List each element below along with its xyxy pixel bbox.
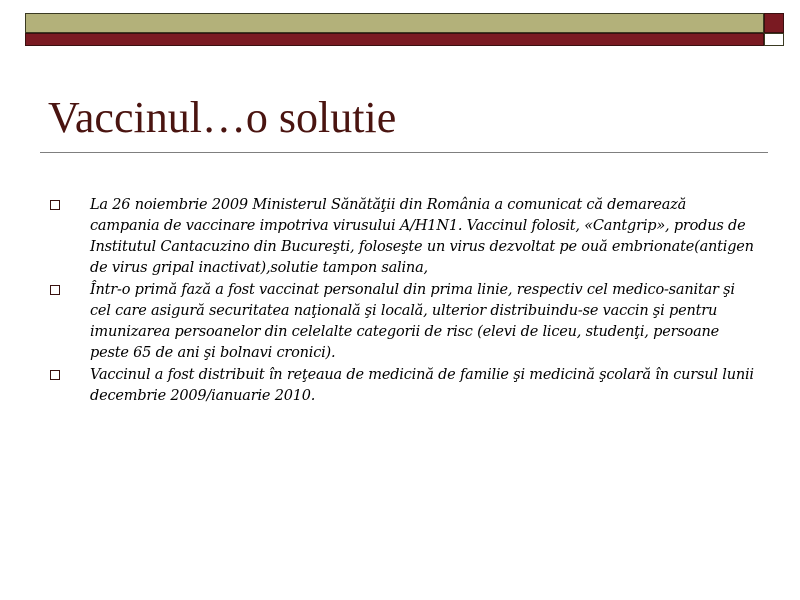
bullet-text: La 26 noiembrie 2009 Ministerul Sănătăţii din România a comunicat că demarează campania de vaccinare impotriva virusului A/H1N1. Vaccinul folosit, «Cantgrip», produs de Institutul Cantacuzino din Bucureşti, foloseşte un virus dezvoltat pe ouă embrionate(antigen de virus gripal inactivat),solutie tampon salina, [90, 197, 754, 276]
bullet-text: Vaccinul a fost distribuit în reţeaua de medicină de familie şi medicină şcolară în cursul lunii decembrie 2009/ianuarie 2010. [90, 367, 754, 404]
bullet-item [48, 280, 756, 364]
hollow-square-icon [50, 200, 60, 210]
title-divider [40, 152, 768, 153]
header-bar-maroon [25, 33, 764, 46]
slide-title: Vaccinul…o solutie [48, 93, 397, 142]
bullet-item [48, 195, 756, 279]
hollow-square-icon [50, 370, 60, 380]
bullet-text: Într-o primă fază a fost vaccinat personalul din prima linie, respectiv cel medico-sanitar şi cel care asigură securitatea naţională şi locală, ulterior distribuindu-se vaccin şi pentru imunizarea persoanelor din celelalte categorii de risc (elevi de liceu, studenţi, persoane peste 65 de ani şi bolnavi cronici). [90, 282, 735, 361]
hollow-square-icon [50, 285, 60, 295]
header-bar-olive [25, 13, 764, 33]
bullet-list [48, 195, 756, 408]
header-corner-small [764, 33, 784, 46]
bullet-item [48, 365, 756, 407]
header-corner-square [764, 13, 784, 33]
